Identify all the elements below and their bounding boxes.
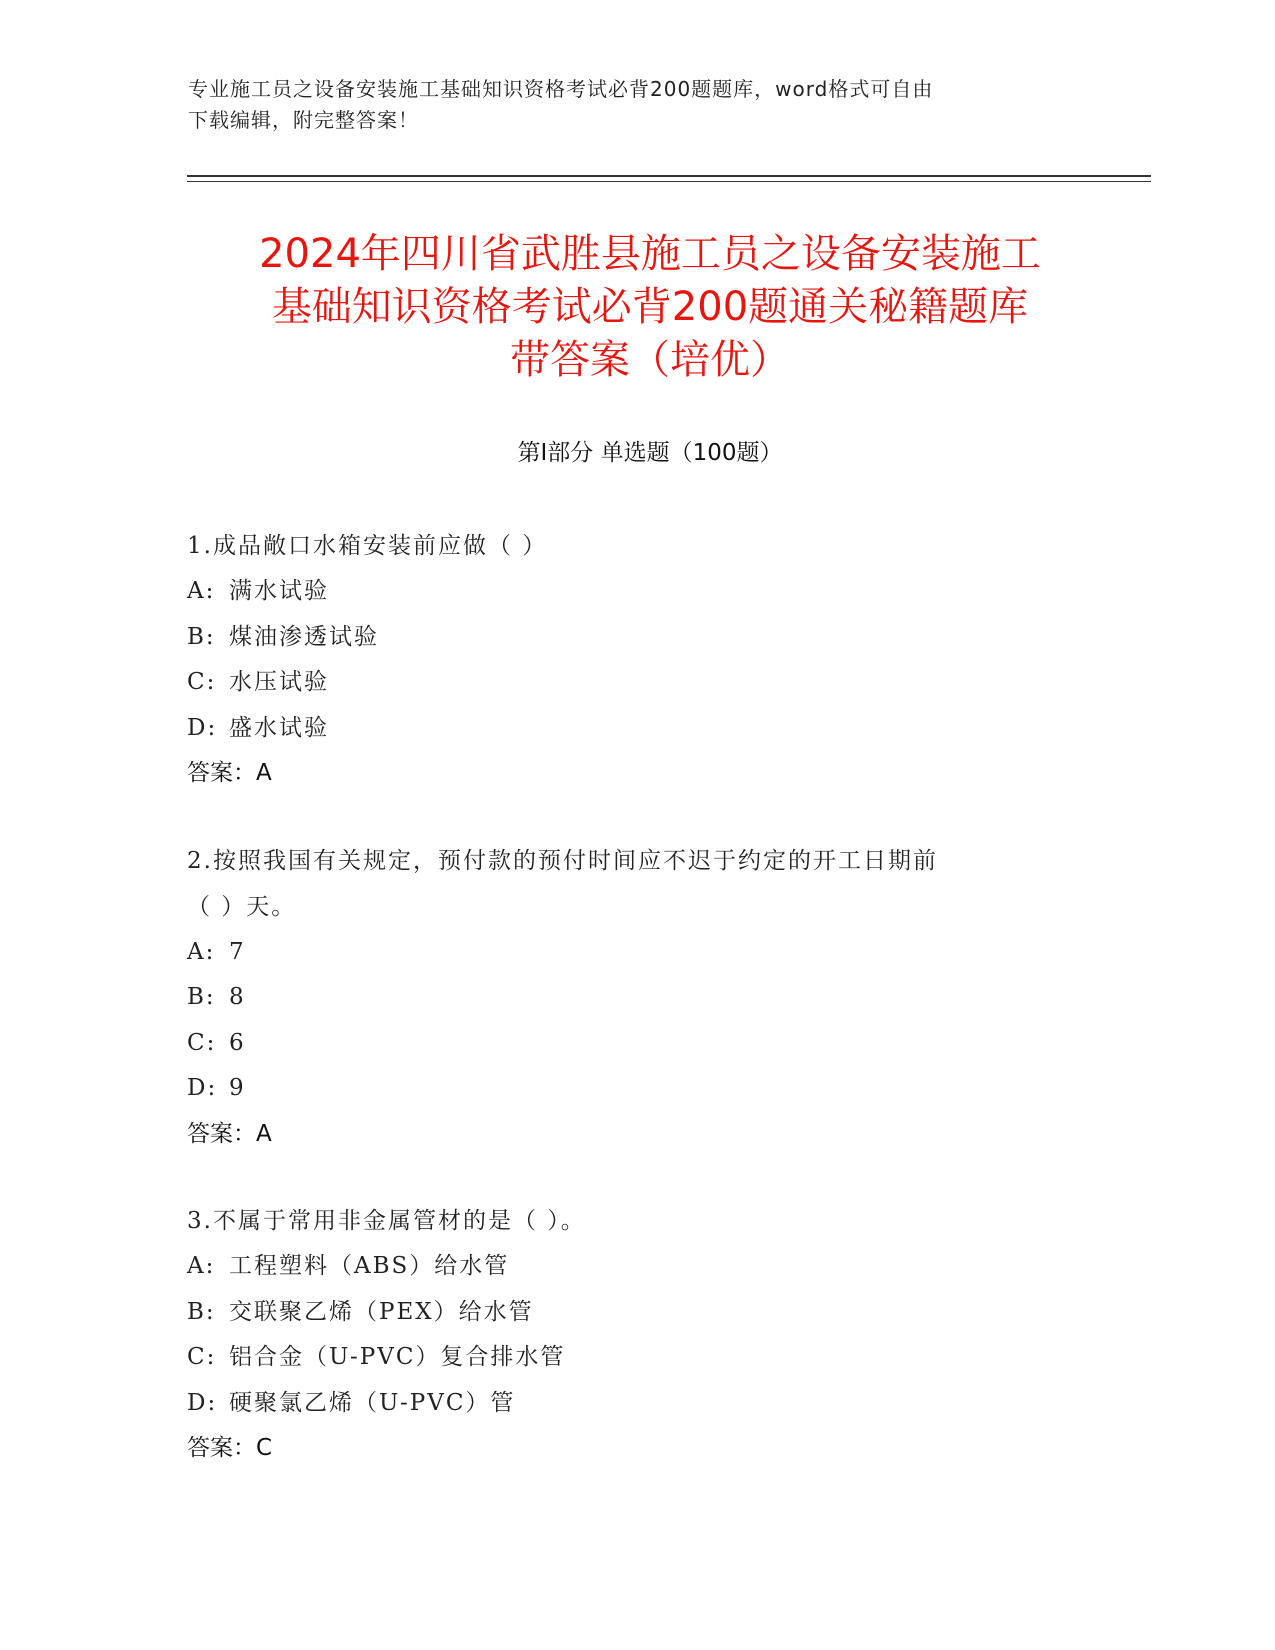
option-text: 9 — [229, 1075, 246, 1101]
document-title — [150, 228, 1150, 387]
option-text: 铝合金（U-PVC）复合排水管 — [229, 1344, 566, 1370]
option-a — [187, 1244, 1087, 1290]
question-stem: 1.成品敞口水箱安装前应做（ ） — [187, 533, 548, 559]
header-divider — [187, 175, 1151, 182]
answer-line: 答案：A — [187, 760, 272, 786]
option-key: B: — [187, 1298, 216, 1325]
option-key: A: — [187, 938, 216, 965]
title-line-2: 基础知识资格考试必背200题通关秘籍题库 — [271, 284, 1029, 330]
option-a — [187, 930, 1087, 976]
option-a — [187, 569, 1087, 615]
option-key: B: — [187, 984, 216, 1010]
question-1 — [187, 523, 1087, 797]
header-note-line-1: 专业施工员之设备安装施工基础知识资格考试必背200题题库，word格式可自由 — [188, 77, 934, 101]
question-stem: 3.不属于常用非金属管材的是（ ）。 — [187, 1208, 586, 1234]
option-key: C: — [187, 1344, 217, 1370]
option-b — [187, 1290, 1087, 1336]
option-text: 水压试验 — [229, 669, 329, 695]
answer-line: 答案：A — [187, 1120, 272, 1147]
option-c — [187, 1335, 1087, 1381]
option-b — [187, 615, 1087, 661]
option-key: D: — [187, 714, 218, 741]
option-key: D: — [187, 1075, 218, 1101]
option-text: 6 — [229, 1029, 246, 1056]
option-text: 交联聚乙烯（PEX）给水管 — [229, 1298, 534, 1325]
option-key: A: — [187, 578, 216, 604]
option-d — [187, 706, 1087, 752]
option-key: A: — [187, 1253, 216, 1279]
option-c — [187, 1021, 1087, 1067]
answer-line: 答案：C — [187, 1435, 273, 1461]
option-key: B: — [187, 623, 216, 650]
option-d — [187, 1381, 1087, 1427]
header-note — [188, 74, 1088, 136]
option-text: 硬聚氯乙烯（U-PVC）管 — [229, 1389, 516, 1416]
option-text: 煤油渗透试验 — [229, 623, 379, 650]
option-key: D: — [187, 1389, 218, 1416]
option-text: 盛水试验 — [229, 714, 329, 741]
title-line-1: 2024年四川省武胜县施工员之设备安装施工 — [259, 231, 1041, 277]
question-list — [187, 523, 1087, 1513]
option-d — [187, 1066, 1087, 1112]
question-2 — [187, 838, 1087, 1158]
section-heading: 第Ⅰ部分 单选题（100题） — [517, 440, 783, 466]
option-b — [187, 975, 1087, 1021]
question-stem: 2.按照我国有关规定，预付款的预付时间应不迟于约定的开工日期前 — [187, 847, 938, 874]
question-stem-continued: （ ）天。 — [187, 893, 297, 920]
title-line-3: 带答案（培优） — [510, 337, 790, 383]
option-text: 工程塑料（ABS）给水管 — [229, 1253, 510, 1279]
option-key: C: — [187, 669, 217, 695]
option-c — [187, 660, 1087, 706]
question-3 — [187, 1198, 1087, 1472]
option-text: 7 — [229, 938, 246, 965]
header-note-line-2: 下载编辑，附完整答案！ — [188, 108, 419, 132]
option-text: 满水试验 — [229, 578, 329, 604]
option-key: C: — [187, 1029, 217, 1056]
option-text: 8 — [229, 984, 246, 1010]
